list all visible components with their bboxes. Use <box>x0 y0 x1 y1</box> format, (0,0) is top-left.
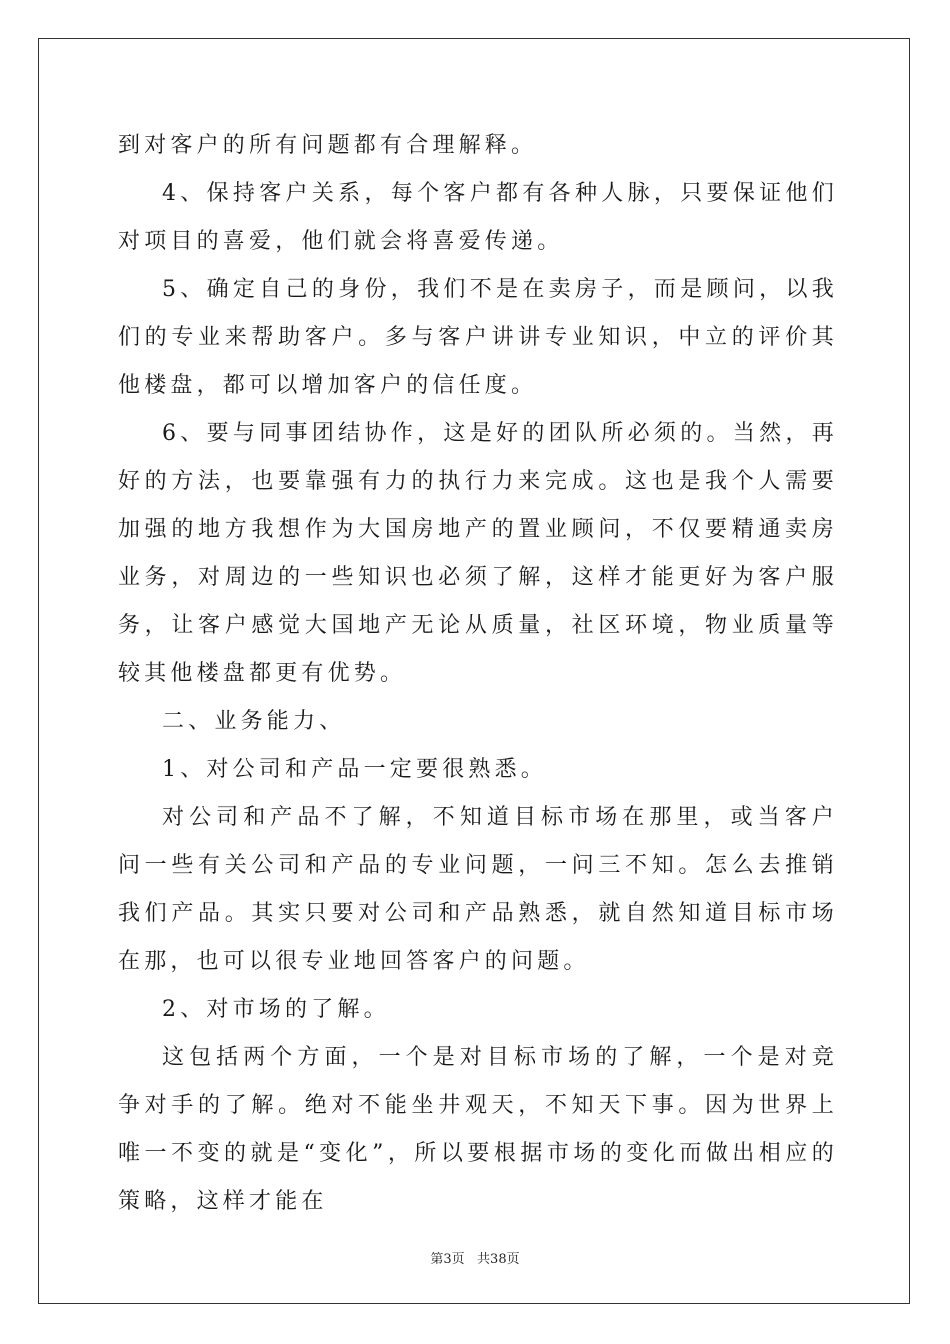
paragraph: 2、对市场的了解。 <box>162 997 390 1022</box>
paragraph: 对公司和产品不了解，不知道目标市场在那里，或当客户问一些有关公司和产品的专业问题，一问三不知。怎么去推销我们产品。其实只要对公司和产品熟悉，就自然知道目标市场在那，也可以很专业地回答客户的问题。 <box>118 805 838 974</box>
paragraph: 1、对公司和产品一定要很熟悉。 <box>162 757 547 782</box>
paragraph: 6、要与同事团结协作，这是好的团队所必须的。当然，再好的方法，也要靠强有力的执行力来完成。这也是我个人需要加强的地方我想作为大国房地产的置业顾问，不仅要精通卖房业务，对周边的一些知识也必须了解，这样才能更好为客户服务，让客户感觉大国地产无论从质量，社区环境，物业质量等较其他楼盘都更有优势。 <box>118 421 838 686</box>
paragraph: 5、确定自己的身份，我们不是在卖房子，而是顾问，以我们的专业来帮助客户。多与客户讲讲专业知识，中立的评价其他楼盘，都可以增加客户的信任度。 <box>118 277 838 398</box>
paragraph: 4、保持客户关系，每个客户都有各种人脉，只要保证他们对项目的喜爱，他们就会将喜爱传递。 <box>118 181 838 254</box>
paragraph: 这包括两个方面，一个是对目标市场的了解，一个是对竞争对手的了解。绝对不能坐井观天，不知天下事。因为世界上唯一不变的就是“变化”，所以要根据市场的变化而做出相应的策略，这样才能在 <box>118 1045 838 1214</box>
paragraph: 到对客户的所有问题都有合理解释。 <box>118 133 538 158</box>
page-number-footer: 第3页 共38页 <box>430 1252 520 1267</box>
document-body <box>118 122 838 1226</box>
section-heading: 二、业务能力、 <box>162 709 346 734</box>
